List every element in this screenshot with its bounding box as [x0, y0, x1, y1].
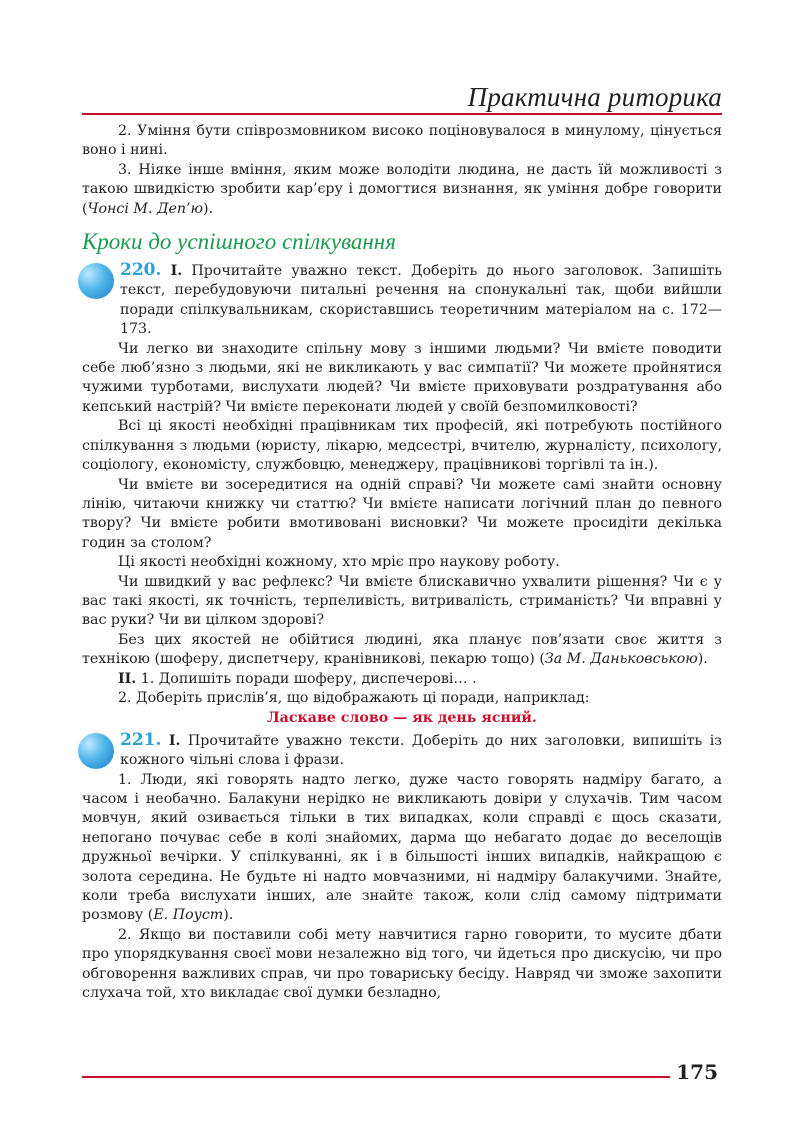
- text-paragraph: 1. Люди, які говорять надто легко, дуже часто говорять надміру багато, а часом і необачно. Балакуни нерідко не викликають довіри у слухачів. Тим часом мовчун, який озивається тільки в тих випадках, коли справді є щось сказати, непогано почуває себе в колі знайомих, дарма що небагато додає до веселощів дружньої вечірки. У спілкуванні, як і в більшості інших випадків, найкращою є золота середина. Не будьте ні надто мовчазними, ні надміру балакучими. Знайте, коли треба вислухати інших, але знайте також, коли слід самому підтримати розмову (Е. Поуст).: [82, 771, 722, 924]
- proverb-example: Ласкаве слово — як день ясний.: [267, 710, 537, 727]
- text-paragraph: Чи швидкий у вас рефлекс? Чи вмієте блискавично ухвалити рішення? Чи є у вас такі якості, як точність, терпеливість, витривалість, стриманість? Чи вправні у вас руки? Чи ви цілком здорові?: [82, 573, 722, 629]
- exercise-221: [82, 731, 722, 771]
- exercise-220-part2-item: 2. Доберіть прислів’я, що відображають ці поради, наприклад:: [118, 689, 590, 706]
- exercise-220: [82, 261, 722, 340]
- quote-author: Е. Поуст: [153, 907, 224, 924]
- exercise-220-part2: II. 1. Допишіть поради шоферу, диспечерові… .: [118, 670, 477, 687]
- page-content: [82, 122, 722, 1003]
- page-number: 175: [676, 1060, 718, 1084]
- footer-divider: [82, 1076, 670, 1078]
- text-paragraph: Чи легко ви знаходите спільну мову з іншими людьми? Чи вмієте поводити себе люб’язно з людьми, які не викликають у вас симпатії? Чи можете пройнятися чужими турботами, вислухати людей? Чи вмієте приховувати роздратування або кепський настрій? Чи вмієте переконати людей у своїй безпомилковості?: [82, 340, 722, 415]
- section-title: Кроки до успішного спілкування: [82, 229, 396, 255]
- quote-author: Чонсі М. Деп’ю: [87, 200, 204, 217]
- intro-paragraph-2: 2. Уміння бути співрозмовником високо поціновувалося в минулому, цінується воно і нині.: [82, 123, 722, 159]
- text-paragraph: 2. Якщо ви поставили собі мету навчитися гарно говорити, то мусите дбати про упорядкування своєї мови незалежно від того, чи йдеться про дискусію, чи про обговорення важливих справ, чи про товариську бесіду. Навряд чи зможе захопити слухача той, хто викладає свої думки безладно,: [82, 926, 722, 1002]
- quote-author: За М. Даньковською: [544, 651, 698, 668]
- exercise-number: 221.: [120, 729, 162, 750]
- intro-paragraph-3: 3. Ніяке інше вміння, яким може володіти людина, не дасть їй можливості з такою швидкістю зробити кар’єру і домогтися визнання, як уміння добре говорити (Чонсі М. Деп’ю).: [82, 161, 722, 217]
- exercise-221-task: 221. I. Прочитайте уважно тексти. Доберіть до них заголовки, випишіть із кожного чільні слова і фрази.: [120, 729, 722, 769]
- header-divider: [82, 113, 722, 115]
- text-paragraph: Без цих якостей не обійтися людині, яка планує пов’язати своє життя з технікою (шоферу, диспетчеру, кранівникові, пекарю тощо) (За М. Даньковською).: [82, 631, 722, 668]
- exercise-marker-icon: [78, 263, 114, 299]
- exercise-marker-icon: [78, 733, 114, 769]
- exercise-number: 220.: [120, 260, 162, 281]
- text-paragraph: Всі ці якості необхідні працівникам тих професій, які потребують постійного спілкування з людьми (юристу, лікарю, медсестрі, вчителю, журналісту, психологу, соціологу, економісту, службовцю, менеджеру, працівникові торгівлі та ін.).: [82, 418, 722, 474]
- running-header-title: Практична риторика: [467, 82, 722, 112]
- text-paragraph: Чи вмієте ви зосередитися на одній справі? Чи можете самі знайти основну лінію, читаючи книжку чи статтю? Чи вмієте написати логічний план до певного твору? Чи вмієте робити вмотивовані висновки? Чи можете просидіти декілька годин за столом?: [82, 476, 722, 551]
- text-paragraph: Ці якості необхідні кожному, хто мріє про наукову роботу.: [118, 554, 560, 571]
- exercise-220-task: 220. I. Прочитайте уважно текст. Доберіть до нього заголовок. Запишіть текст, перебудовуючи питальні речення на спонукальні так, щоби вийшли поради спілкувальникам, скориставшись теоретичним матеріалом на с. 172—173.: [120, 260, 723, 338]
